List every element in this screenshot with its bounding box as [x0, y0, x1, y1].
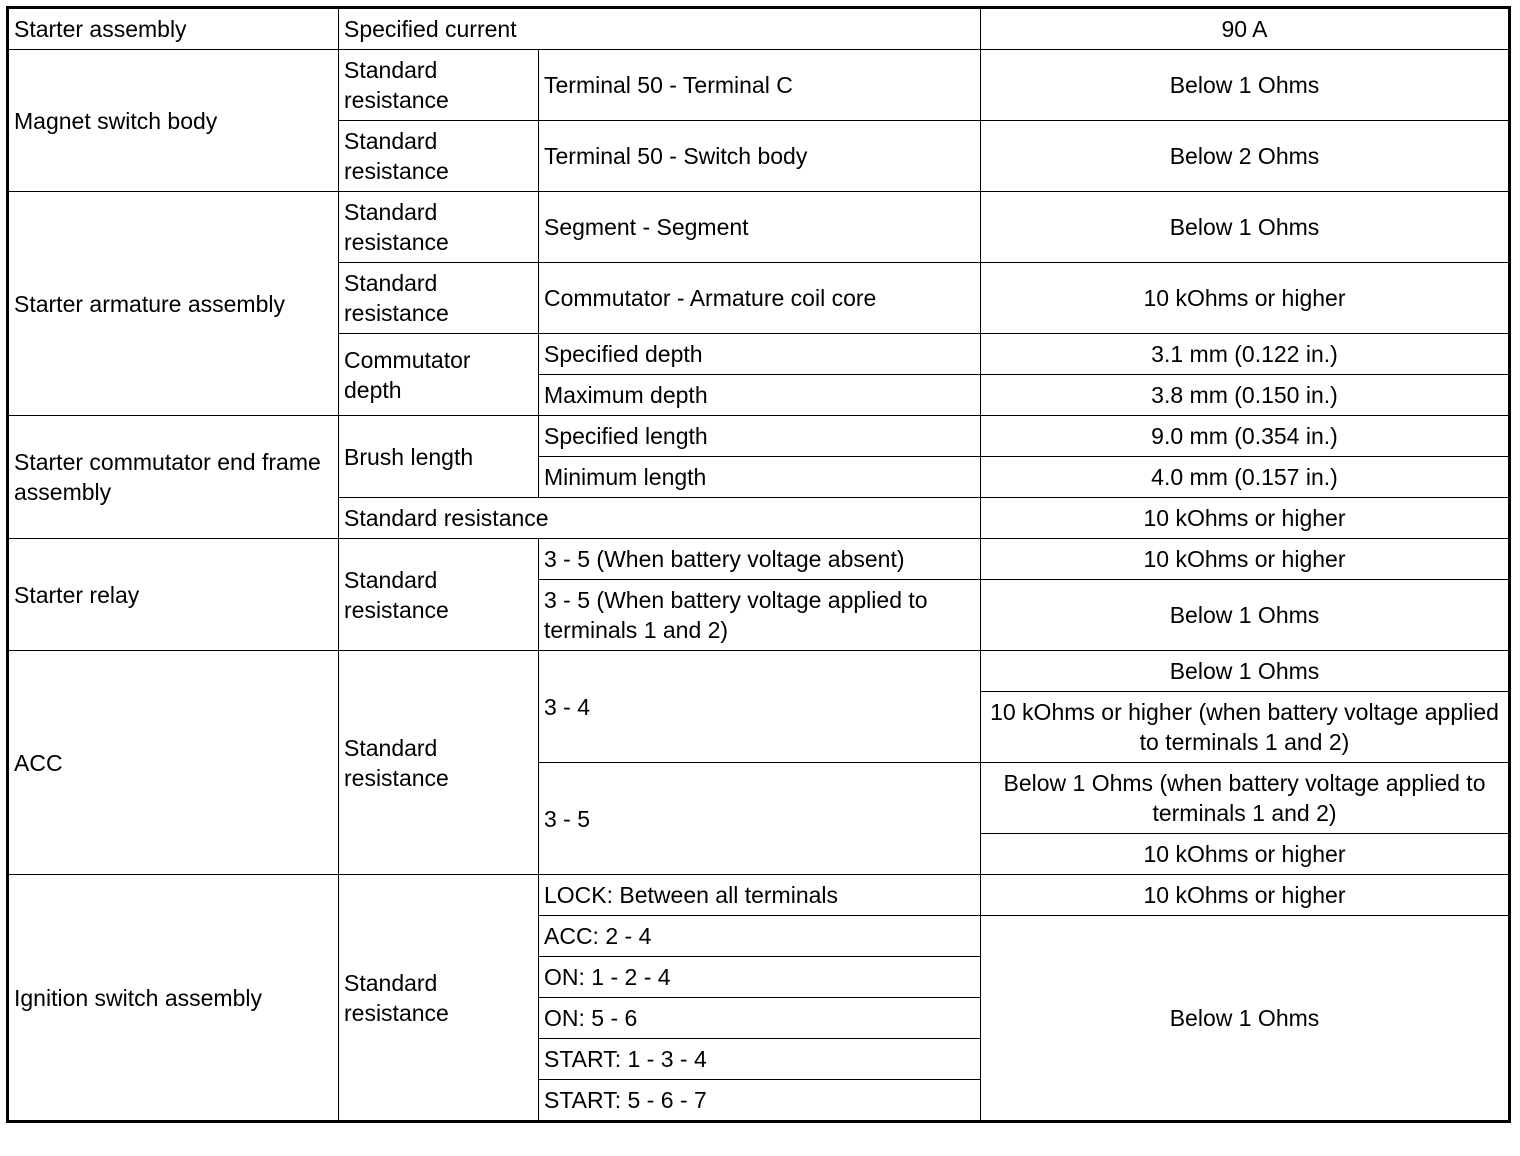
item-cell: Standard resistance	[339, 50, 539, 121]
component-cell: Ignition switch assembly	[8, 875, 339, 1122]
component-cell: Starter assembly	[8, 8, 339, 50]
condition-cell: Specified length	[539, 416, 981, 457]
component-cell: Starter commutator end frame assembly	[8, 416, 339, 539]
item-cell: Standard resistance	[339, 121, 539, 192]
condition-cell: Maximum depth	[539, 375, 981, 416]
condition-cell: 3 - 5	[539, 763, 981, 875]
value-cell: Below 2 Ohms	[981, 121, 1510, 192]
table-row	[8, 8, 1510, 50]
item-cell: Standard resistance	[339, 875, 539, 1122]
table-row	[8, 539, 1510, 580]
value-cell: Below 1 Ohms	[981, 50, 1510, 121]
table-row	[8, 192, 1510, 263]
value-cell: Below 1 Ohms	[981, 580, 1510, 651]
item-cell: Standard resistance	[339, 192, 539, 263]
condition-cell: ACC: 2 - 4	[539, 916, 981, 957]
item-cell: Commutator depth	[339, 334, 539, 416]
value-cell: 10 kOhms or higher (when battery voltage applied to terminals 1 and 2)	[981, 692, 1510, 763]
condition-cell: Terminal 50 - Terminal C	[539, 50, 981, 121]
value-cell: 10 kOhms or higher	[981, 263, 1510, 334]
item-cell: Standard resistance	[339, 498, 981, 539]
condition-cell: Minimum length	[539, 457, 981, 498]
value-cell: Below 1 Ohms (when battery voltage applied to terminals 1 and 2)	[981, 763, 1510, 834]
value-cell: 4.0 mm (0.157 in.)	[981, 457, 1510, 498]
table-row	[8, 875, 1510, 916]
item-cell: Specified current	[339, 8, 981, 50]
item-cell: Standard resistance	[339, 539, 539, 651]
value-cell: 3.1 mm (0.122 in.)	[981, 334, 1510, 375]
table-row	[8, 416, 1510, 457]
value-cell: 10 kOhms or higher	[981, 834, 1510, 875]
item-cell: Standard resistance	[339, 263, 539, 334]
value-cell: Below 1 Ohms	[981, 916, 1510, 1122]
table-row	[8, 651, 1510, 692]
condition-cell: Segment - Segment	[539, 192, 981, 263]
value-cell: Below 1 Ohms	[981, 651, 1510, 692]
condition-cell: START: 1 - 3 - 4	[539, 1039, 981, 1080]
component-cell: Magnet switch body	[8, 50, 339, 192]
condition-cell: 3 - 5 (When battery voltage absent)	[539, 539, 981, 580]
specification-table	[6, 6, 1511, 1123]
value-cell: 3.8 mm (0.150 in.)	[981, 375, 1510, 416]
value-cell: 10 kOhms or higher	[981, 875, 1510, 916]
component-cell: ACC	[8, 651, 339, 875]
condition-cell: LOCK: Between all terminals	[539, 875, 981, 916]
condition-cell: Terminal 50 - Switch body	[539, 121, 981, 192]
item-cell: Standard resistance	[339, 651, 539, 875]
condition-cell: ON: 5 - 6	[539, 998, 981, 1039]
value-cell: Below 1 Ohms	[981, 192, 1510, 263]
value-cell: 9.0 mm (0.354 in.)	[981, 416, 1510, 457]
item-cell: Brush length	[339, 416, 539, 498]
value-cell: 10 kOhms or higher	[981, 539, 1510, 580]
value-cell: 90 A	[981, 8, 1510, 50]
condition-cell: 3 - 4	[539, 651, 981, 763]
component-cell: Starter relay	[8, 539, 339, 651]
table-row	[8, 50, 1510, 121]
condition-cell: ON: 1 - 2 - 4	[539, 957, 981, 998]
condition-cell: 3 - 5 (When battery voltage applied to terminals 1 and 2)	[539, 580, 981, 651]
condition-cell: START: 5 - 6 - 7	[539, 1080, 981, 1122]
value-cell: 10 kOhms or higher	[981, 498, 1510, 539]
condition-cell: Commutator - Armature coil core	[539, 263, 981, 334]
component-cell: Starter armature assembly	[8, 192, 339, 416]
condition-cell: Specified depth	[539, 334, 981, 375]
